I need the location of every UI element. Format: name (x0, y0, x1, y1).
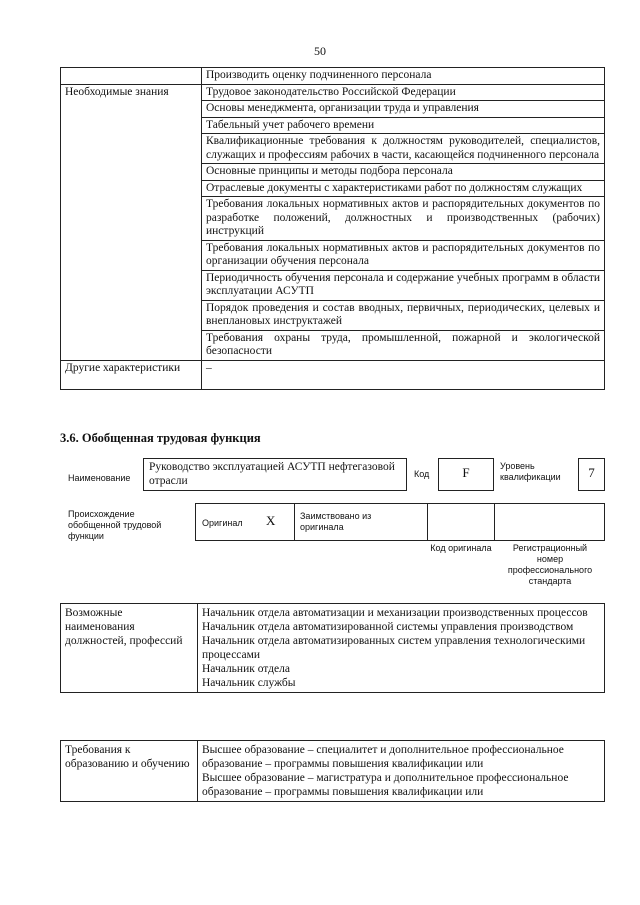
positions-cell (198, 604, 605, 693)
table-row (61, 84, 605, 101)
knowledge-item: Периодичность обучения персонала и содержание учебных программ в области эксплуатации АСУТП (202, 270, 605, 300)
knowledge-item: Отраслевые документы с характеристиками работ по должностям служащих (202, 180, 605, 197)
original-mark: X (266, 513, 276, 528)
knowledge-item: Квалификационные требования к должностям руководителей, специалистов, служащих и профессиям рабочих в части, касающейся подчиненного персонала (202, 134, 605, 164)
other-characteristics-value: – (202, 360, 605, 389)
knowledge-item: Требования локальных нормативных актов и распорядительных документов по организации обучения персонала (202, 240, 605, 270)
level-value: 7 (588, 465, 595, 480)
reg-number-caption: Регистрационный номер профессионального стандарта (507, 543, 593, 586)
position-item: Начальник службы (202, 677, 296, 689)
other-characteristics-label: Другие характеристики (61, 360, 202, 389)
knowledge-item: Основные принципы и методы подбора персонала (202, 164, 605, 181)
knowledge-table (60, 67, 605, 390)
positions-label: Возможные наименования должностей, профессий (61, 604, 198, 693)
origin-divider-3 (494, 503, 495, 541)
education-item: Высшее образование – магистратура и дополнительное профессиональное образование – программы повышения квалификации или (202, 772, 569, 798)
position-item: Начальник отдела автоматизированной системы управления производством (202, 621, 574, 633)
code-original-caption: Код оригинала (430, 543, 492, 553)
position-item: Начальник отдела автоматизированных систем управления технологическими процессами (202, 635, 586, 661)
borrowed-label: Заимствовано из оригинала (300, 511, 372, 532)
knowledge-label: Необходимые знания (61, 84, 202, 360)
position-item: Начальник отдела (202, 663, 290, 675)
education-table (60, 740, 605, 802)
origin-divider-1 (294, 503, 295, 541)
code-label: Код (414, 469, 430, 479)
name-label: Наименование (68, 473, 131, 483)
first-row-cell: Производить оценку подчиненного персонала (202, 68, 605, 85)
table-row (61, 741, 605, 802)
table-row (61, 68, 605, 85)
knowledge-item: Основы менеджмента, организации труда и управления (202, 101, 605, 118)
level-label: Уровень квалификации (500, 461, 561, 482)
section-title: 3.6. Обобщенная трудовая функция (60, 431, 261, 445)
education-item: Высшее образование – специалитет и дополнительное профессиональное образование – программы повышения квалификации или (202, 744, 564, 770)
name-value: Руководство эксплуатацией АСУТП нефтегазовой отрасли (149, 461, 395, 487)
position-item: Начальник отдела автоматизации и механизации производственных процессов (202, 607, 588, 619)
empty-label-cell (61, 68, 202, 85)
table-row (61, 360, 605, 389)
origin-divider-2 (427, 503, 428, 541)
knowledge-item: Табельный учет рабочего времени (202, 117, 605, 134)
education-cell (198, 741, 605, 802)
knowledge-item: Требования локальных нормативных актов и распорядительных документов по разработке положений, должностных и производственных (рабочих) инструкций (202, 197, 605, 241)
education-label: Требования к образованию и обучению (61, 741, 198, 802)
page-number: 50 (314, 44, 326, 58)
origin-label: Происхождение обобщенной трудовой функции (68, 509, 162, 541)
knowledge-item: Требования охраны труда, промышленной, пожарной и экологической безопасности (202, 330, 605, 360)
original-label: Оригинал (202, 518, 243, 528)
code-value: F (462, 465, 470, 480)
positions-table (60, 603, 605, 693)
table-row (61, 604, 605, 693)
knowledge-item: Трудовое законодательство Российской Федерации (202, 84, 605, 101)
knowledge-item: Порядок проведения и состав вводных, первичных, периодических, целевых и внеплановых инструктажей (202, 300, 605, 330)
